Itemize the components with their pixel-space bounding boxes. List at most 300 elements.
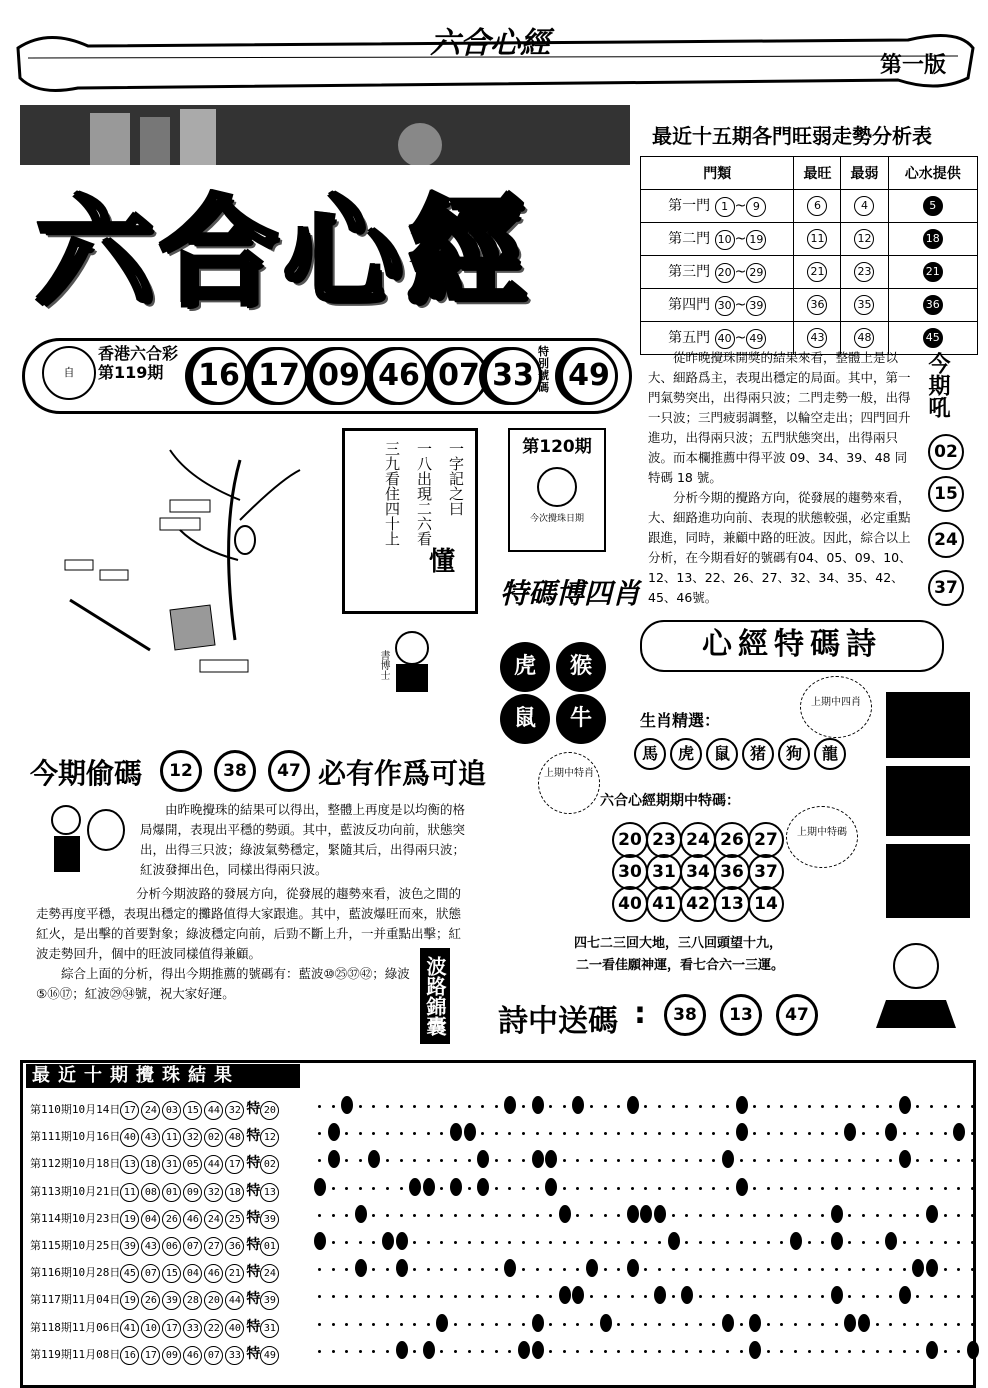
poem-title: 心經特碼詩 (640, 620, 944, 672)
special-history-ball: 41 (646, 886, 682, 922)
empty-number-dot (971, 1323, 974, 1326)
min-number: 23 (854, 262, 874, 282)
empty-number-dot (495, 1350, 498, 1353)
drawn-number-mark (559, 1205, 571, 1223)
results-number: 15 (162, 1264, 181, 1283)
empty-number-dot (903, 1350, 906, 1353)
tip-number: 21 (923, 262, 943, 282)
special-history-ball: 42 (680, 886, 716, 922)
empty-number-dot (835, 1350, 838, 1353)
stamp-last-zodiac: 上期中特肖 (538, 752, 600, 814)
empty-number-dot (454, 1350, 457, 1353)
analysis-paragraph: 分析今期波路的發展方向，從發展的趨勢來看，波色之間的走勢再度平穩，表現出穩定的攤路值得大家跟進。其中，藍波爆旺而來，狀態紅火，是出擊的首要對象；綠波穩定向前，后勁不斷上升，一并重點出擊；紅波走勢回升，個中的旺波同樣值得兼顧。 (36, 886, 462, 961)
empty-number-dot (808, 1214, 811, 1217)
results-number: 09 (183, 1183, 202, 1202)
empty-number-dot (495, 1105, 498, 1108)
empty-number-dot (685, 1323, 688, 1326)
drawn-number-mark (627, 1259, 639, 1277)
results-number: 26 (162, 1210, 181, 1229)
empty-number-dot (318, 1105, 321, 1108)
empty-number-dot (753, 1187, 756, 1190)
empty-number-dot (631, 1241, 634, 1244)
empty-number-dot (345, 1214, 348, 1217)
empty-number-dot (563, 1323, 566, 1326)
empty-number-dot (862, 1187, 865, 1190)
empty-number-dot (536, 1214, 539, 1217)
draw-ball: 09 (310, 347, 368, 405)
drawn-number-mark (396, 1341, 408, 1359)
table-row: 第三門 20 ~ 29 21 23 21 (641, 256, 978, 289)
lottery-name: 香港六合彩 (98, 344, 179, 363)
empty-number-dot (427, 1105, 430, 1108)
results-number: 19 (120, 1291, 139, 1310)
empty-number-dot (400, 1323, 403, 1326)
drawn-number-mark (749, 1314, 761, 1332)
empty-number-dot (944, 1241, 947, 1244)
empty-number-dot (454, 1105, 457, 1108)
empty-number-dot (345, 1323, 348, 1326)
wave-tips-label: 波路錦囊 (420, 948, 450, 1044)
results-special-number: 39 (260, 1210, 279, 1229)
empty-number-dot (767, 1241, 770, 1244)
empty-number-dot (740, 1214, 743, 1217)
lottery-emblem-icon (537, 467, 577, 507)
results-special-number: 39 (260, 1291, 279, 1310)
empty-number-dot (522, 1187, 525, 1190)
this-period-label: 今期吼 (925, 352, 950, 418)
results-number: 39 (162, 1291, 181, 1310)
trend-table-title: 最近十五期各門旺弱走勢分析表 (652, 124, 932, 148)
draw-period: 第119期 (98, 363, 164, 382)
empty-number-dot (359, 1132, 362, 1135)
empty-number-dot (563, 1187, 566, 1190)
draw-ball: 07 (430, 347, 488, 405)
empty-number-dot (794, 1350, 797, 1353)
empty-number-dot (944, 1214, 947, 1217)
empty-number-dot (413, 1323, 416, 1326)
riddle-line: 一字記之曰 (447, 441, 465, 516)
empty-number-dot (699, 1350, 702, 1353)
empty-number-dot (835, 1268, 838, 1271)
results-number: 32 (225, 1101, 244, 1120)
empty-number-dot (944, 1268, 947, 1271)
empty-number-dot (876, 1132, 879, 1135)
empty-number-dot (590, 1350, 593, 1353)
special-history-ball: 24 (680, 822, 716, 858)
special-history-ball: 31 (646, 854, 682, 890)
results-number: 15 (183, 1101, 202, 1120)
results-row (30, 1316, 281, 1338)
empty-number-dot (658, 1187, 661, 1190)
empty-number-dot (468, 1214, 471, 1217)
results-number: 45 (120, 1264, 139, 1283)
empty-number-dot (522, 1105, 525, 1108)
empty-number-dot (617, 1187, 620, 1190)
empty-number-dot (726, 1241, 729, 1244)
empty-number-dot (971, 1132, 974, 1135)
empty-number-dot (468, 1350, 471, 1353)
empty-number-dot (617, 1214, 620, 1217)
empty-number-dot (563, 1350, 566, 1353)
range-to: 19 (746, 230, 766, 250)
drawn-number-mark (926, 1205, 938, 1223)
min-number: 35 (854, 295, 874, 315)
draw-ball: 17 (250, 347, 308, 405)
zodiac-circle: 鼠 (500, 694, 550, 744)
empty-number-dot (332, 1268, 335, 1271)
empty-number-dot (808, 1323, 811, 1326)
results-number: 43 (141, 1237, 160, 1256)
empty-number-dot (699, 1132, 702, 1135)
special-history-ball: 40 (612, 886, 648, 922)
range-from: 30 (715, 296, 735, 316)
draw-ball: 33 (484, 347, 542, 405)
hero-title: 六合心經 (36, 183, 533, 322)
empty-number-dot (767, 1268, 770, 1271)
empty-number-dot (332, 1350, 335, 1353)
table-row: 第五門 40 ~ 49 43 48 45 (641, 322, 978, 355)
empty-number-dot (672, 1323, 675, 1326)
results-number: 25 (225, 1210, 244, 1229)
empty-number-dot (658, 1350, 661, 1353)
empty-number-dot (454, 1241, 457, 1244)
results-special-number: 49 (260, 1346, 279, 1365)
draw-ball: 46 (370, 347, 428, 405)
empty-number-dot (672, 1105, 675, 1108)
drawn-number-mark (736, 1178, 748, 1196)
empty-number-dot (413, 1350, 416, 1353)
special-history-label: 六合心經期期中特碼： (600, 793, 740, 809)
results-special-number: 24 (260, 1264, 279, 1283)
riddle-answer: 懂 (429, 547, 456, 577)
drawn-number-mark (899, 1150, 911, 1168)
drawn-number-mark (518, 1341, 530, 1359)
empty-number-dot (481, 1350, 484, 1353)
recommend-ball: 37 (928, 570, 964, 606)
empty-number-dot (549, 1214, 552, 1217)
drawn-number-mark (736, 1096, 748, 1114)
empty-number-dot (862, 1214, 865, 1217)
empty-number-dot (359, 1350, 362, 1353)
results-number: 46 (183, 1346, 202, 1365)
special-mark: 特 (246, 1345, 261, 1362)
empty-number-dot (794, 1105, 797, 1108)
results-row (30, 1288, 281, 1310)
special-mark: 特 (246, 1128, 261, 1145)
empty-number-dot (740, 1323, 743, 1326)
empty-number-dot (903, 1214, 906, 1217)
draw-ball: 16 (190, 347, 248, 405)
range-to: 29 (746, 263, 766, 283)
empty-number-dot (617, 1350, 620, 1353)
empty-number-dot (672, 1350, 675, 1353)
results-number: 46 (204, 1264, 223, 1283)
steal-ball: 47 (268, 750, 310, 792)
drawn-number-mark (627, 1205, 639, 1223)
empty-number-dot (495, 1323, 498, 1326)
special-history-ball: 36 (714, 854, 750, 890)
empty-number-dot (794, 1323, 797, 1326)
empty-number-dot (835, 1105, 838, 1108)
results-number: 39 (120, 1237, 139, 1256)
results-special-number: 01 (260, 1237, 279, 1256)
drawn-number-mark (627, 1096, 639, 1114)
empty-number-dot (930, 1323, 933, 1326)
drawn-number-mark (328, 1123, 340, 1141)
results-number: 46 (183, 1210, 202, 1229)
empty-number-dot (903, 1241, 906, 1244)
empty-number-dot (672, 1214, 675, 1217)
empty-number-dot (971, 1187, 974, 1190)
max-number: 43 (807, 328, 827, 348)
empty-number-dot (658, 1105, 661, 1108)
empty-number-dot (359, 1241, 362, 1244)
results-number: 16 (120, 1346, 139, 1365)
results-number: 20 (204, 1291, 223, 1310)
poem-send-ball: 47 (776, 994, 818, 1036)
empty-number-dot (862, 1105, 865, 1108)
gate-name: 第一門 (668, 198, 711, 214)
results-number: 33 (183, 1319, 202, 1338)
empty-number-dot (944, 1132, 947, 1135)
results-number: 24 (141, 1101, 160, 1120)
empty-number-dot (359, 1187, 362, 1190)
draw-lottery-name (98, 344, 178, 382)
zodiac-pick: 狗 (778, 738, 810, 770)
empty-number-dot (332, 1323, 335, 1326)
empty-number-dot (345, 1187, 348, 1190)
steal-slogan: 必有作爲可追 (318, 757, 487, 790)
drawn-number-mark (409, 1178, 421, 1196)
empty-number-dot (957, 1187, 960, 1190)
drawn-number-mark (654, 1205, 666, 1223)
empty-number-dot (876, 1268, 879, 1271)
results-number: 36 (225, 1237, 244, 1256)
empty-number-dot (726, 1187, 729, 1190)
empty-number-dot (767, 1323, 770, 1326)
results-number: 04 (141, 1210, 160, 1229)
empty-number-dot (454, 1214, 457, 1217)
empty-number-dot (862, 1350, 865, 1353)
zodiac-pick: 猪 (742, 738, 774, 770)
analysis-paragraph: 綜合上面的分析，得出今期推薦的號碼有：藍波⑩㉕㊲㊷；綠波⑤⑯⑰；紅波㉙㉞號，祝大家好運。 (36, 966, 410, 1001)
results-number: 10 (141, 1319, 160, 1338)
drawn-number-mark (396, 1232, 408, 1250)
empty-number-dot (318, 1350, 321, 1353)
empty-number-dot (699, 1187, 702, 1190)
empty-number-dot (699, 1323, 702, 1326)
drawn-number-mark (450, 1178, 462, 1196)
drawn-number-mark (790, 1232, 802, 1250)
gate-name: 第五門 (668, 330, 711, 346)
empty-number-dot (563, 1241, 566, 1244)
empty-number-dot (536, 1132, 539, 1135)
poem-verse: 二一看佳願神運，看七合六一三運。 (576, 958, 785, 973)
special-mark: 特 (246, 1264, 261, 1281)
empty-number-dot (563, 1105, 566, 1108)
results-number: 44 (225, 1291, 244, 1310)
empty-number-dot (699, 1105, 702, 1108)
empty-number-dot (495, 1268, 498, 1271)
results-number: 22 (204, 1319, 223, 1338)
empty-number-dot (604, 1132, 607, 1135)
empty-number-dot (549, 1323, 552, 1326)
results-row-date: 第110期10月14日 (30, 1103, 121, 1116)
zodiac-pick: 虎 (670, 738, 702, 770)
range-to: 49 (746, 329, 766, 349)
range-from: 1 (715, 197, 735, 217)
results-number: 01 (162, 1183, 181, 1202)
empty-number-dot (971, 1241, 974, 1244)
results-number: 11 (120, 1183, 139, 1202)
empty-number-dot (672, 1132, 675, 1135)
empty-number-dot (835, 1323, 838, 1326)
empty-number-dot (740, 1268, 743, 1271)
empty-number-dot (386, 1105, 389, 1108)
results-row-date: 第117期11月04日 (30, 1293, 121, 1307)
empty-number-dot (794, 1187, 797, 1190)
empty-number-dot (522, 1214, 525, 1217)
empty-number-dot (767, 1214, 770, 1217)
special-number-label: 特別號碼 (538, 345, 549, 394)
empty-number-dot (427, 1132, 430, 1135)
recommend-ball: 02 (928, 434, 964, 470)
min-number: 12 (854, 229, 874, 249)
empty-number-dot (944, 1323, 947, 1326)
gate-name: 第二門 (668, 231, 711, 247)
empty-number-dot (808, 1132, 811, 1135)
drawn-number-mark (464, 1123, 476, 1141)
empty-number-dot (821, 1187, 824, 1190)
drawn-number-mark (532, 1314, 544, 1332)
empty-number-dot (835, 1187, 838, 1190)
drawn-number-mark (736, 1123, 748, 1141)
results-number: 32 (183, 1128, 202, 1147)
empty-number-dot (767, 1132, 770, 1135)
empty-number-dot (889, 1350, 892, 1353)
max-number: 6 (807, 196, 827, 216)
results-special-number: 02 (260, 1155, 279, 1174)
special-mark: 特 (246, 1155, 261, 1172)
poem-send-title: 詩中送碼 (498, 1004, 618, 1039)
empty-number-dot (876, 1214, 879, 1217)
empty-number-dot (359, 1105, 362, 1108)
empty-number-dot (400, 1132, 403, 1135)
four-zodiac-title: 特碼博四肖 (500, 577, 641, 610)
zodiac-pick: 鼠 (706, 738, 738, 770)
empty-number-dot (808, 1241, 811, 1244)
riddle-line: 一八出現二六看 (415, 441, 433, 546)
stamp-last-four: 上期中四肖 (800, 676, 872, 738)
empty-number-dot (468, 1187, 471, 1190)
empty-number-dot (604, 1187, 607, 1190)
empty-number-dot (386, 1187, 389, 1190)
empty-number-dot (862, 1241, 865, 1244)
drawn-number-mark (314, 1232, 326, 1250)
special-history-ball: 13 (714, 886, 750, 922)
thief-cartoon (36, 800, 128, 890)
empty-number-dot (400, 1187, 403, 1190)
empty-number-dot (332, 1105, 335, 1108)
results-number: 17 (162, 1319, 181, 1338)
teacher-label: 書博士 (378, 650, 389, 680)
special-mark: 特 (246, 1237, 261, 1253)
empty-number-dot (318, 1323, 321, 1326)
empty-number-dot (386, 1350, 389, 1353)
results-number: 21 (225, 1264, 244, 1283)
empty-number-dot (699, 1268, 702, 1271)
drawn-number-mark (831, 1286, 843, 1304)
empty-number-dot (427, 1268, 430, 1271)
drawn-number-mark (423, 1341, 435, 1359)
drawn-number-mark (532, 1341, 544, 1359)
zodiac-circle: 牛 (556, 694, 606, 744)
empty-number-dot (740, 1241, 743, 1244)
empty-number-dot (808, 1350, 811, 1353)
drawn-number-mark (967, 1341, 979, 1359)
drawn-number-mark (396, 1259, 408, 1277)
results-special-number: 20 (260, 1101, 279, 1120)
empty-number-dot (672, 1268, 675, 1271)
empty-number-dot (876, 1350, 879, 1353)
results-row (30, 1234, 281, 1256)
poem-send-ball: 13 (720, 994, 762, 1036)
empty-number-dot (957, 1350, 960, 1353)
empty-number-dot (468, 1105, 471, 1108)
results-number: 44 (204, 1101, 223, 1120)
max-number: 21 (807, 262, 827, 282)
column-header: 最旺 (794, 157, 841, 190)
results-number: 43 (141, 1128, 160, 1147)
poem-calligraphy-graphic (880, 688, 976, 926)
steal-ball: 12 (160, 750, 202, 792)
results-row-date: 第113期10月21日 (30, 1184, 121, 1198)
special-history-ball: 23 (646, 822, 682, 858)
drawn-number-mark (477, 1178, 489, 1196)
empty-number-dot (903, 1187, 906, 1190)
empty-number-dot (604, 1268, 607, 1271)
empty-number-dot (889, 1323, 892, 1326)
empty-number-dot (468, 1268, 471, 1271)
empty-number-dot (808, 1268, 811, 1271)
drawn-number-mark (532, 1150, 544, 1168)
recommend-ball: 24 (928, 522, 964, 558)
steal-title: 今期偷碼 (30, 757, 143, 790)
empty-number-dot (495, 1132, 498, 1135)
empty-number-dot (944, 1350, 947, 1353)
zodiac-pick: 馬 (634, 738, 666, 770)
special-history-ball: 26 (714, 822, 750, 858)
tip-number: 18 (923, 229, 943, 249)
range-from: 40 (715, 329, 735, 349)
empty-number-dot (495, 1214, 498, 1217)
empty-number-dot (604, 1105, 607, 1108)
empty-number-dot (726, 1214, 729, 1217)
results-row-date: 第114期10月23日 (30, 1211, 121, 1225)
results-special-number: 13 (260, 1183, 279, 1202)
results-number: 08 (141, 1183, 160, 1202)
results-row-date: 第116期10月28日 (30, 1266, 121, 1280)
empty-number-dot (971, 1214, 974, 1217)
results-row-date: 第119期11月08日 (30, 1347, 121, 1361)
special-draw-ball: 49 (560, 347, 618, 405)
results-number: 17 (225, 1155, 244, 1174)
results-row-date: 第118期11月06日 (30, 1320, 121, 1334)
table-row: 第二門 10 ~ 19 11 12 18 (641, 223, 978, 256)
tip-number: 5 (923, 196, 943, 216)
drawn-number-mark (926, 1341, 938, 1359)
results-number: 19 (120, 1210, 139, 1229)
